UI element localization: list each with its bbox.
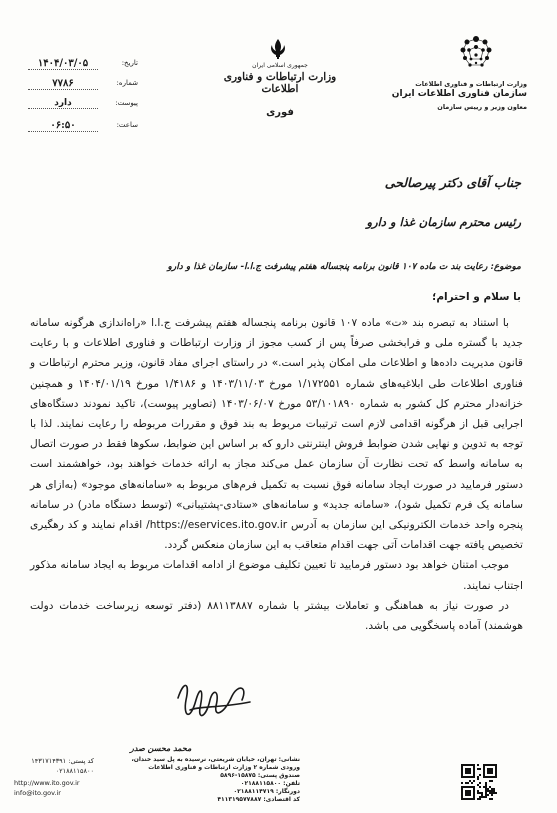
number-row	[28, 78, 138, 94]
fax-label: دورنگار:	[275, 788, 300, 795]
subject-line: موضوع: رعایت بند ت ماده ۱۰۷ قانون برنامه پنجساله هفتم پیشرفت ج.ا.ا- سازمان غذا و دارو	[167, 262, 521, 272]
phone-label: تلفن:	[283, 780, 300, 787]
time-row	[28, 120, 138, 136]
ministry-title: وزارت ارتباطات و فناوری اطلاعات	[223, 71, 337, 95]
recipient-title: رئیس محترم سازمان غذا و دارو	[366, 215, 521, 229]
pobox-value: ۱۵۸۷۵-۵۸۹۶	[220, 772, 256, 779]
body-paragraph-1: با استناد به تبصره بند «ت» ماده ۱۰۷ قانون برنامه پنجساله هفتم پیشرفت ج.ا.ا «راه‌اندازی هرگونه سامانه جدید با گستره ملی و فرابخشی صرفاً پس از کسب مجوز از وزارت ارتباطات و فناوری اطلاعات و با رعایت قانون مدیریت داده‌ها و اطلاعات ملی امکان پذیر است.» در راستای اجرای مفاد قانون، وزیر محترم ارتباطات و فناوری اطلاعات طی ابلاغیه‌های شماره ۱/۱۷۲۵۵۱ مورخ ۱۴۰۳/۱۱/۰۳ و ۱/۴۱۸۶ مورخ ۱۴۰۴/۰۱/۱۹ و همچنین خزانه‌دار محترم کل کشور به شماره ۵۳/۱۰۱۸۹۰ مورخ ۱۴۰۳/۰۶/۰۷ (تصاویر پیوست)، تاکید نمودند دستگاه‌های اجرایی قبل از هرگونه اقدامی لازم است ترتیبات مربوط به بند فوق و مقررات مربوطه را رعایت نمایند. لذا با توجه به تدوین و نهایی شدن ضوابط فروش اینترنتی دارو که بر اساس این ضوابط، سکوها فقط در صورت اتصال به سامانه واسط که تحت نظارت آن سازمان عمل می‌کند مجاز به ارائه خدمات خواهند بود، خواهشمند است دستور فرمایید در صورت ایجاد سامانه فوق نسبت به تکمیل فرم‌های مربوط به «سامانه‌های موجود» (به‌ازای هر سامانه یک فرم تکمیل شود)، «سامانه جدید» و سامانه‌های «ستادی-پشتیبانی» (توسط دستگاه مادر) در سامانه پنجره واحد خدمات الکترونیکی این سازمان به آدرس https://eservices.ito.gov.ir/ اقدام نمایند و کد رهگیری تخصیص یافته جهت اقدامات آتی جهت اقدام متعاقب به این سازمان منعکس گردد.	[30, 317, 524, 552]
website-link[interactable]: http://www.ito.gov.ir	[14, 779, 80, 787]
attachment-row	[28, 98, 138, 114]
letter-body	[30, 313, 523, 636]
pobox-label: صندوق پستی:	[257, 772, 300, 779]
number-label: شماره:	[116, 79, 138, 87]
date-label: تاریخ:	[121, 59, 138, 67]
attachment-label: پیوست:	[115, 99, 138, 107]
iran-emblem-icon	[268, 38, 288, 60]
body-paragraph-2: موجب امتنان خواهد بود دستور فرمایید تا تعیین تکلیف موضوع از ادامه اقدامات مربوط به ایجاد سامانه مذکور اجتناب نمایند.	[30, 559, 523, 592]
body-paragraph-3: در صورت نیاز به هماهنگی و تعاملات بیشتر با شماره ۸۸۱۱۳۸۸۷ (دفتر توسعه زیرساخت خدمات دولت هوشمند) آماده پاسخگویی می باشد.	[30, 599, 523, 633]
org-ministry-small: وزارت ارتباطات و فناوری اطلاعات	[415, 80, 527, 88]
phone-left-value: ۰۲۱۸۸۱۱۵۸۰۰	[55, 767, 94, 775]
economic-row	[90, 796, 300, 804]
footer-contact	[14, 756, 94, 798]
email-link[interactable]: info@ito.gov.ir	[14, 789, 61, 797]
phone-row	[90, 780, 300, 788]
footer-address	[90, 756, 300, 804]
signatory-name: محمد محسن صدر	[130, 743, 192, 753]
urgency-label: فوری	[266, 107, 294, 118]
economic-value: ۴۱۱۳۱۹۵۷۷۸۸۷	[217, 796, 262, 803]
recipient-name: جناب آقای دکتر پیرصالحی	[384, 175, 521, 190]
phone-left-row	[14, 766, 94, 776]
pobox-row	[90, 772, 300, 780]
address-line-1: نشانی: تهران، خیابان شریعتی، نرسیده به پل سید خندان،	[131, 756, 300, 763]
fax-value: ۰۲۱۸۸۱۱۴۷۱۹	[233, 788, 274, 795]
economic-label: کد اقتصادی:	[263, 796, 300, 803]
postal-value: ۱۴۳۱۷۱۴۳۹۱	[31, 757, 67, 765]
phone-value: ۰۲۱۸۸۱۱۵۸۰۰	[240, 780, 282, 787]
date-value: ۱۴۰۴/۰۳/۰۵	[28, 58, 98, 70]
postal-row	[14, 756, 94, 766]
qr-code	[461, 764, 497, 800]
time-value: ۰۶:۵۰	[28, 120, 98, 132]
fax-row	[90, 788, 300, 796]
org-deputy: معاون وزیر و رییس سازمان	[437, 103, 527, 111]
ito-logo-icon	[456, 33, 496, 73]
republic-text: جمهوری اسلامی ایران	[252, 62, 308, 69]
attachment-value: دارد	[28, 98, 98, 109]
number-value: ۷۷۸۶	[28, 78, 98, 90]
greeting: با سلام و احترام؛	[432, 291, 521, 303]
address-line-2: ورودی شماره ۲ وزارت ارتباطات و فناوری اطلاعات	[148, 764, 300, 771]
date-row	[28, 58, 138, 74]
org-name: سازمان فناوری اطلاعات ایران	[391, 89, 527, 99]
time-label: ساعت:	[116, 121, 138, 129]
signature-mark	[160, 670, 260, 740]
postal-label: کد پستی:	[68, 757, 94, 765]
